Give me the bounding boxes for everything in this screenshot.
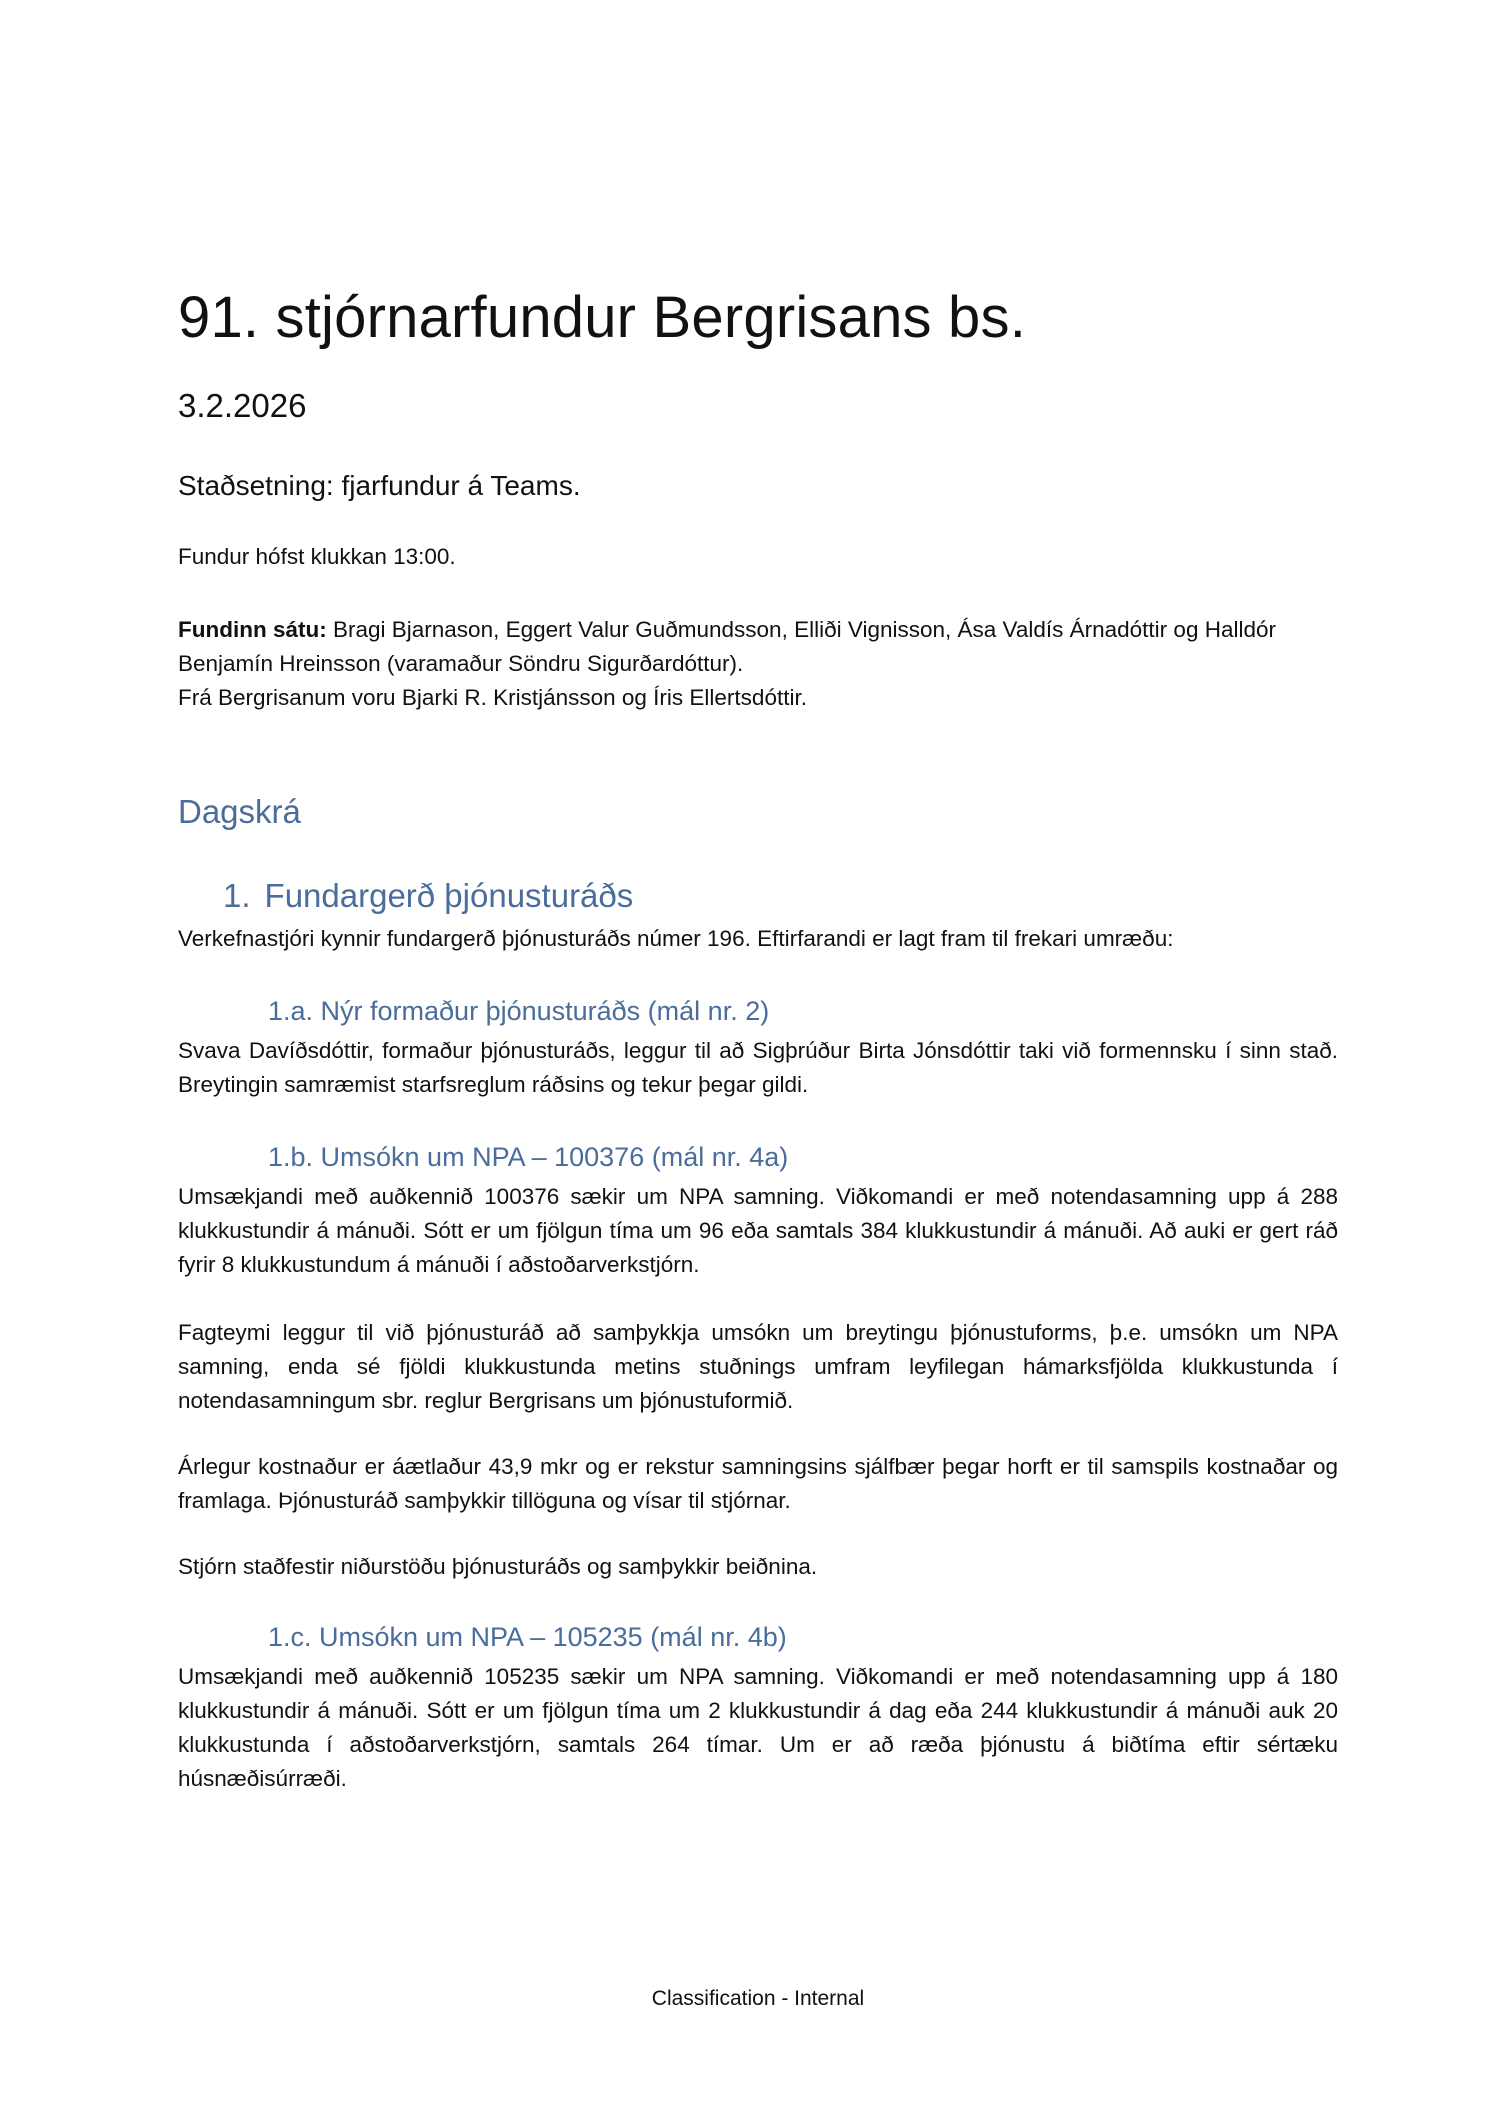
document-title: 91. stjórnarfundur Bergrisans bs.: [178, 285, 1027, 350]
attendees-line: [178, 617, 1276, 676]
attendees-block: [178, 613, 1338, 715]
agenda-heading: Dagskrá: [178, 793, 301, 830]
subitem-1a-paragraph-1: Svava Davíðsdóttir, formaður þjónusturáðs, leggur til að Sigþrúður Birta Jónsdóttir taki við formennsku í sinn stað. Breytingin samræmist starfsreglum ráðsins og tekur þegar gildi.: [178, 1038, 1338, 1097]
classification-footer: Classification - Internal: [651, 1987, 865, 2010]
subitem-1b-paragraph-2: Fagteymi leggur til við þjónusturáð að samþykkja umsókn um breytingu þjónustuforms, þ.e. umsókn um NPA samning, enda sé fjöldi klukkustunda metins stuðnings umfram leyfilegan hámarksfjölda klukkustunda í notendasamningum sbr. reglur Bergrisans um þjónustuformið.: [178, 1320, 1338, 1413]
subitem-1c-paragraph-1: Umsækjandi með auðkennið 105235 sækir um NPA samning. Viðkomandi er með notendasamning upp á 180 klukkustundir á mánuði. Sótt er um fjölgun tíma um 2 klukkustundir á dag eða 244 klukkustundir á mánuði auk 20 klukkustunda í aðstoðarverkstjórn, samtals 264 tímar. Um er að ræða þjónustu á biðtíma eftir sértæku húsnæðisúrræði.: [178, 1664, 1338, 1791]
meeting-start-time: Fundur hófst klukkan 13:00.: [178, 544, 456, 569]
agenda-item-intro: Verkefnastjóri kynnir fundargerð þjónusturáðs númer 196. Eftirfarandi er lagt fram til frekari umræðu:: [178, 926, 1174, 951]
staff-line: Frá Bergrisanum voru Bjarki R. Kristjánsson og Íris Ellertsdóttir.: [178, 685, 807, 710]
agenda-item-heading: [223, 874, 633, 918]
meeting-date: 3.2.2026: [178, 387, 307, 424]
document-page: [178, 0, 1338, 2122]
agenda-item-title: Fundargerð þjónusturáðs: [264, 877, 634, 914]
subitem-heading-1c: 1.c. Umsókn um NPA – 105235 (mál nr. 4b): [268, 1622, 787, 1652]
attendees-label: Fundinn sátu:: [178, 617, 327, 642]
subitem-1b-paragraph-3: Árlegur kostnaður er áætlaður 43,9 mkr og er rekstur samningsins sjálfbær þegar horft er til samspils kostnaðar og framlaga. Þjónusturáð samþykkir tillöguna og vísar til stjórnar.: [178, 1454, 1338, 1513]
subitem-1b-paragraph-4: Stjórn staðfestir niðurstöðu þjónusturáðs og samþykkir beiðnina.: [178, 1554, 818, 1579]
subitem-heading-1b: 1.b. Umsókn um NPA – 100376 (mál nr. 4a): [268, 1142, 789, 1172]
subitem-heading-1a: 1.a. Nýr formaður þjónusturáðs (mál nr. 2): [268, 996, 770, 1026]
attendees-names: Bragi Bjarnason, Eggert Valur Guðmundsson, Elliði Vignisson, Ása Valdís Árnadóttir og Halldór Benjamín Hreinsson (varamaður Söndru Sigurðardóttur).: [178, 617, 1276, 676]
meeting-location: Staðsetning: fjarfundur á Teams.: [178, 470, 581, 501]
agenda-item-number: 1.: [223, 877, 251, 914]
subitem-1b-paragraph-1: Umsækjandi með auðkennið 100376 sækir um NPA samning. Viðkomandi er með notendasamning upp á 288 klukkustundir á mánuði. Sótt er um fjölgun tíma um 96 eða samtals 384 klukkustundir á mánuði. Að auki er gert ráð fyrir 8 klukkustundum á mánuði í aðstoðarverkstjórn.: [178, 1184, 1338, 1277]
